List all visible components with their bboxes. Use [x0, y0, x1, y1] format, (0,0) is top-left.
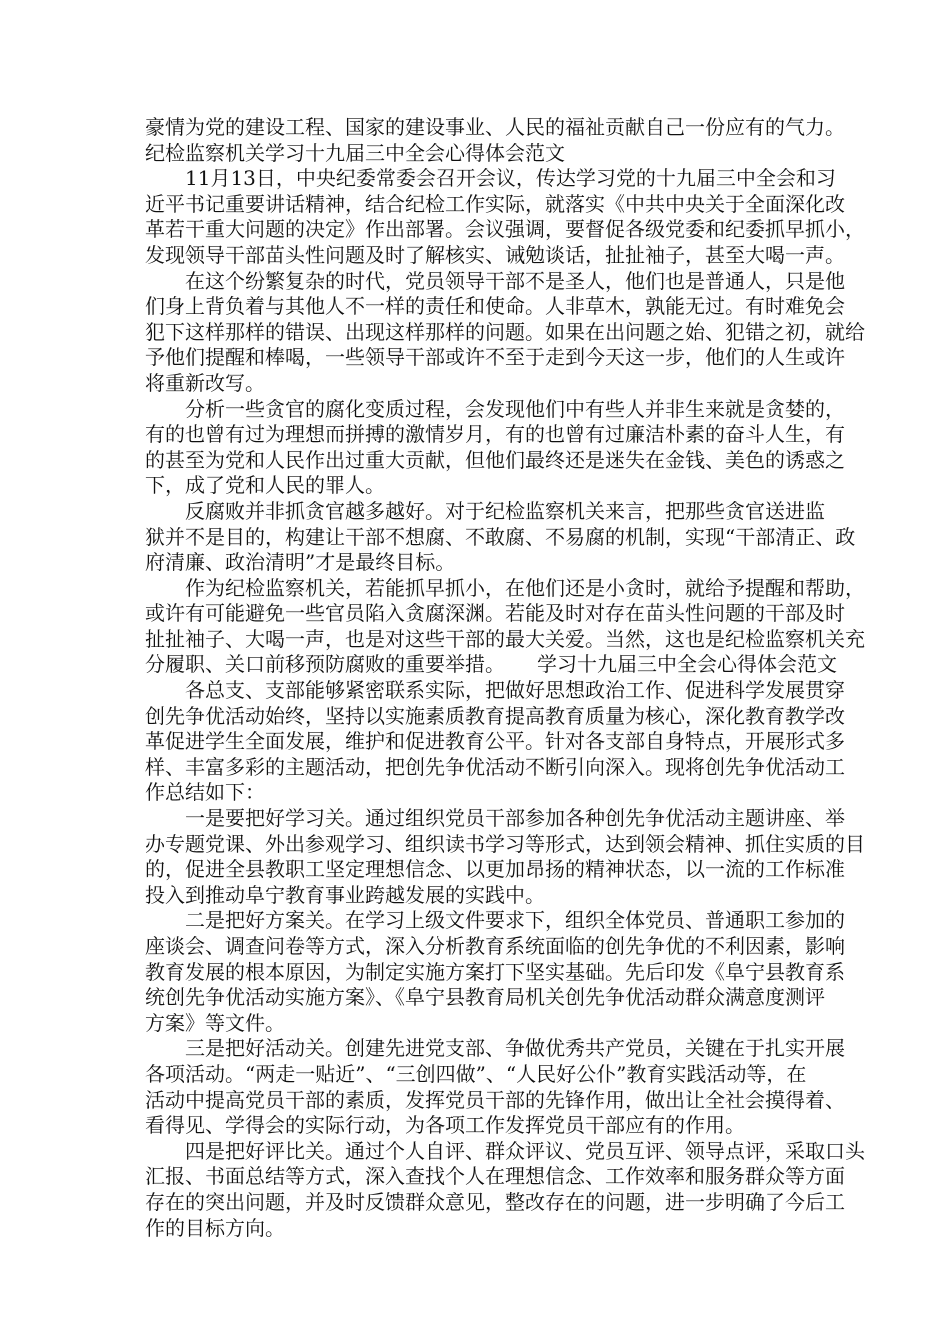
text-line	[145, 703, 845, 730]
text-line	[145, 652, 837, 678]
text-line	[145, 1036, 845, 1062]
text-line	[145, 1138, 865, 1165]
text-line	[145, 857, 845, 883]
text-line-content: 投入到推动阜宁教育事业跨越发展的实践中。	[145, 882, 545, 907]
text-line	[145, 959, 845, 986]
text-line-content: 二是把好方案关。在学习上级文件要求下，组织全体党员、普通职工参加的	[185, 908, 845, 933]
text-line	[145, 601, 845, 627]
text-line-content: 的，促进全县教职工坚定理想信念、以更加昂扬的精神状态，以一流的工作标准	[145, 857, 845, 882]
text-line-content: 作为纪检监察机关，若能抓早抓小，在他们还是小贪时，就给予提醒和帮助，	[185, 575, 865, 600]
text-line	[145, 396, 845, 423]
text-line	[145, 754, 845, 781]
text-line	[145, 985, 825, 1011]
text-line	[145, 345, 845, 371]
text-line	[145, 1164, 845, 1190]
text-line-content: 的甚至为党和人民作出过重大贡献，但他们最终还是迷失在金钱、美色的诱惑之	[145, 447, 845, 472]
text-line-content: 革促进学生全面发展，维护和促进教育公平。针对各支部自身特点，开展形式多	[145, 729, 845, 754]
text-line-content: 犯下这样那样的错误、出现这样那样的问题。如果在出问题之始、犯错之初，就给	[145, 319, 865, 344]
text-line	[145, 1216, 805, 1242]
text-line-content: 革若干重大问题的决定》作出部署。会议强调，要督促各级党委和纪委抓早抓小，	[145, 217, 865, 242]
text-line	[145, 780, 805, 806]
text-line	[145, 447, 845, 474]
text-line-content: 作的目标方向。	[145, 1215, 285, 1240]
text-line	[145, 217, 865, 243]
text-line-content: 豪情为党的建设工程、国家的建设事业、人民的福祉贡献自己一份应有的气力。	[145, 115, 845, 139]
text-line-content: 予他们提醒和棒喝，一些领导干部或许不至于走到今天这一步，他们的人生或许	[145, 345, 845, 370]
text-line	[145, 1113, 805, 1139]
text-line-content: 各总支、支部能够紧密联系实际，把做好思想政治工作、促进科学发展贯穿	[185, 678, 845, 703]
text-line-content: 作总结如下：	[145, 780, 265, 805]
text-line	[145, 371, 805, 397]
text-line	[145, 191, 845, 218]
text-line	[145, 831, 865, 858]
text-line	[145, 524, 856, 551]
text-line	[145, 806, 845, 832]
text-line-content: 下，成了党和人民的罪人。	[145, 473, 385, 498]
text-line	[145, 141, 805, 167]
text-line	[145, 498, 825, 525]
text-line-content: 府清廉、政治清明”才是最终目标。	[145, 550, 456, 575]
text-line-content: 办专题党课、外出参观学习、组织读书学习等形式，达到领会精神、抓住实质的目	[145, 831, 865, 856]
document-body	[145, 115, 865, 1241]
text-line-content: 分履职、关口前移预防腐败的重要举措。	[145, 652, 505, 677]
text-line	[145, 908, 845, 934]
text-line	[145, 883, 805, 909]
text-line-content: 11月13日，中央纪委常委会召开会议，传达学习党的十九届三中全会和习	[185, 166, 836, 191]
text-line-content: 近平书记重要讲话精神，结合纪检工作实际，就落实《中共中央关于全面深化改	[145, 191, 845, 216]
text-line-content: 方案》等文件。	[145, 1010, 285, 1035]
text-line-content: 创先争优活动始终，坚持以实施素质教育提高教育质量为核心，深化教育教学改	[145, 703, 845, 728]
text-line-content: 在这个纷繁复杂的时代，党员领导干部不是圣人，他们也是普通人，只是他	[185, 268, 845, 293]
text-line-content: 一是要把好学习关。通过组织党员干部参加各种创先争优活动主题讲座、举	[185, 806, 845, 831]
text-line-content: 有的也曾有过为理想而拼搏的激情岁月，有的也曾有过廉洁朴素的奋斗人生，有	[145, 422, 845, 447]
text-line	[145, 1062, 805, 1088]
text-line-content: 汇报、书面总结等方式，深入查找个人在理想信念、工作效率和服务群众等方面	[145, 1164, 845, 1189]
text-line-content: 或许有可能避免一些官员陷入贪腐深渊。若能及时对存在苗头性问题的干部及时	[145, 601, 845, 626]
text-line	[145, 294, 845, 320]
text-line-content: 各项活动。“两走一贴近”、“三创四做”、“人民好公仆”教育实践活动等，在	[145, 1061, 807, 1086]
text-line-content: 们身上背负着与其他人不一样的责任和使命。人非草木，孰能无过。有时难免会	[145, 294, 845, 319]
text-line-content: 扯扯袖子、大喝一声，也是对这些干部的最大关爱。当然，这也是纪检监察机关充	[145, 626, 865, 651]
text-line	[145, 626, 865, 653]
text-line	[145, 1189, 845, 1216]
text-line	[145, 934, 845, 960]
text-line-content: 纪检监察机关学习十九届三中全会心得体会范文	[145, 140, 565, 165]
text-line	[145, 319, 865, 346]
text-line-content: 样、丰富多彩的主题活动，把创先争优活动不断引向深入。现将创先争优活动工	[145, 754, 845, 779]
text-line-content: 看得见、学得会的实际行动，为各项工作发挥党员干部应有的作用。	[145, 1113, 745, 1138]
text-line	[145, 729, 845, 755]
text-line	[145, 166, 836, 192]
text-line	[145, 1087, 845, 1114]
text-line	[145, 268, 845, 295]
text-line	[145, 422, 845, 448]
text-line	[145, 550, 805, 576]
text-line-content: 座谈会、调查问卷等方式，深入分析教育系统面临的创先争优的不利因素，影响	[145, 934, 845, 958]
text-line	[145, 242, 845, 269]
text-line-content: 分析一些贪官的腐化变质过程，会发现他们中有些人并非生来就是贪婪的，	[185, 396, 845, 421]
text-line-content: 活动中提高党员干部的素质，发挥党员干部的先锋作用，做出让全社会摸得着、	[145, 1087, 845, 1112]
text-line-content: 发现领导干部苗头性问题及时了解核实、诫勉谈话，扯扯袖子，甚至大喝一声。	[145, 242, 845, 267]
text-line-content: 统创先争优活动实施方案》、《阜宁县教育局机关创先争优活动群众满意度测评	[145, 985, 825, 1010]
text-line-content: 狱并不是目的，构建让干部不想腐、不敢腐、不易腐的机制，实现“干部清正、政	[145, 524, 856, 549]
text-line	[145, 1011, 805, 1037]
text-line-content: 将重新改写。	[145, 370, 265, 395]
inline-heading: 学习十九届三中全会心得体会范文	[537, 652, 837, 677]
text-line	[145, 678, 845, 704]
text-line-content: 四是把好评比关。通过个人自评、群众评议、党员互评、领导点评，采取口头	[185, 1138, 865, 1163]
text-line	[145, 473, 805, 499]
text-line-content: 三是把好活动关。创建先进党支部、争做优秀共产党员，关键在于扎实开展	[185, 1036, 845, 1061]
text-line	[145, 115, 845, 141]
text-line-content: 存在的突出问题，并及时反馈群众意见，整改存在的问题，进一步明确了今后工	[145, 1189, 845, 1214]
text-line-content: 教育发展的根本原因，为制定实施方案打下坚实基础。先后印发《阜宁县教育系	[145, 959, 845, 984]
text-line-content: 反腐败并非抓贪官越多越好。对于纪检监察机关来言，把那些贪官送进监	[185, 498, 825, 523]
text-line	[145, 575, 865, 602]
